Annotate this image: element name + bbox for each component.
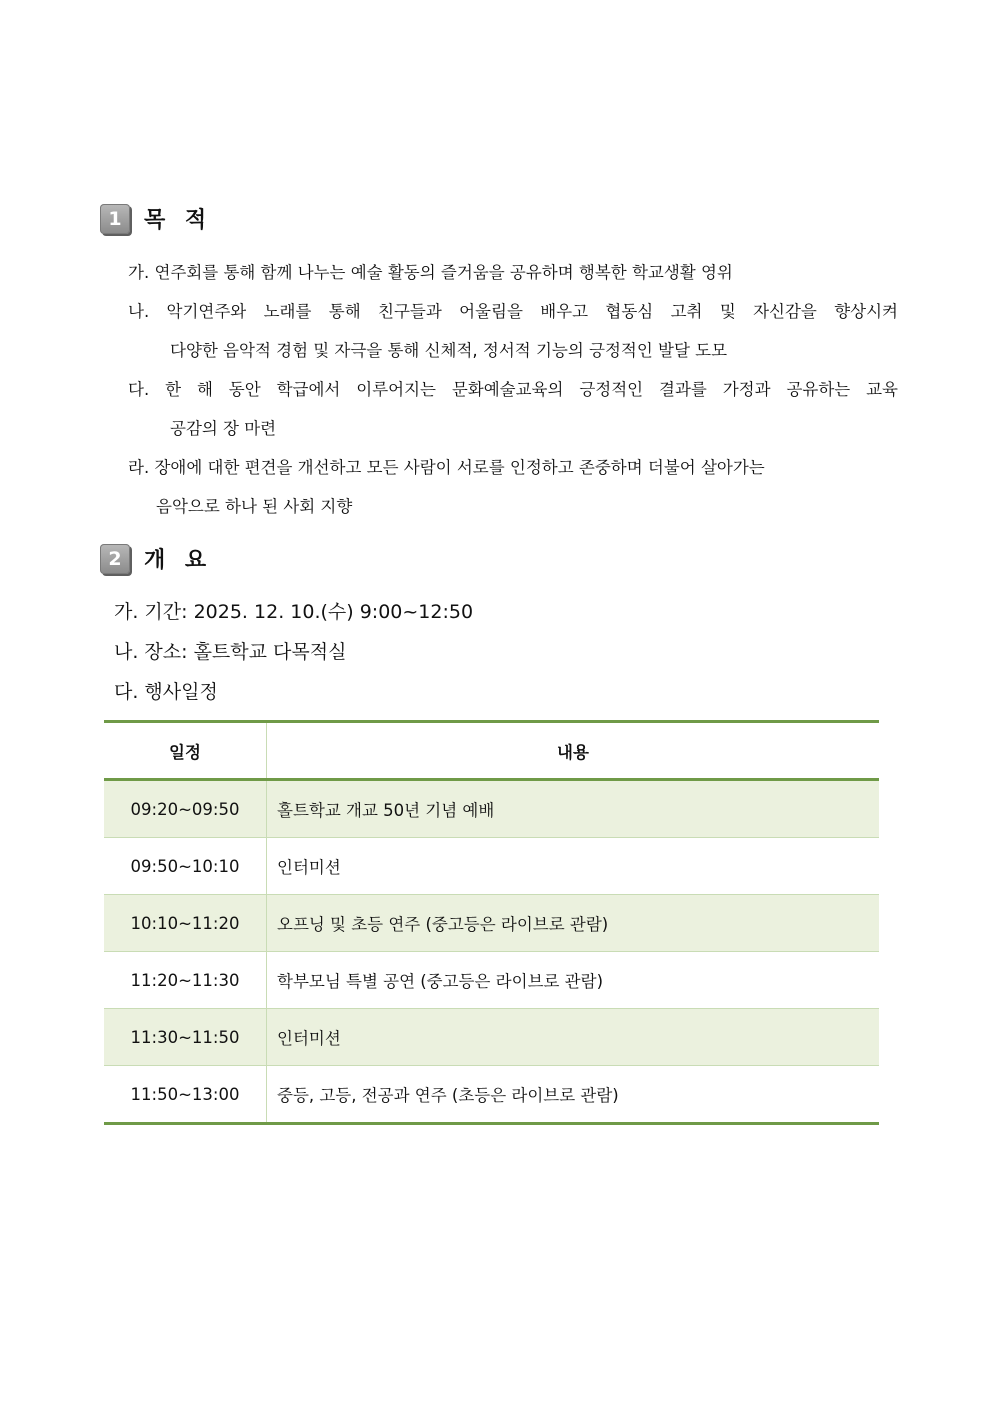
- section-title: 목 적: [144, 208, 213, 233]
- table-row: [104, 952, 879, 1009]
- list-item: [128, 448, 898, 526]
- section-heading-purpose: [100, 203, 212, 234]
- list-item-text: 장애에 대한 편견을 개선하고 모든 사람이 서로를 인정하고 존중하며 더불어 살아가는: [154, 458, 765, 477]
- section-title: 개 요: [144, 548, 213, 573]
- list-item-line: [128, 253, 898, 292]
- list-item-line: [128, 292, 898, 331]
- overview-schedule-label: 다. 행사일정: [114, 681, 218, 703]
- schedule-time: 09:50~10:10: [104, 838, 267, 895]
- schedule-content: 학부모님 특별 공연 (중고등은 라이브로 관람): [267, 952, 880, 1009]
- schedule-content: 홀트학교 개교 50년 기념 예배: [267, 780, 880, 838]
- schedule-content: 중등, 고등, 전공과 연주 (초등은 라이브로 관람): [267, 1066, 880, 1124]
- column-header-content: 내용: [267, 722, 880, 780]
- overview-list: [114, 592, 473, 712]
- table-row: [104, 1066, 879, 1124]
- list-item-text: 연주회를 통해 함께 나누는 예술 활동의 즐거움을 공유하며 행복한 학교생활 영위: [154, 263, 733, 282]
- list-item-text: 악기연주와 노래를 통해 친구들과 어울림을 배우고 협동심 고취 및 자신감을 향상시켜: [166, 302, 898, 321]
- column-header-time: 일정: [104, 722, 267, 780]
- table-row: [104, 1009, 879, 1066]
- section-number-badge: 2: [100, 544, 130, 574]
- list-item-line: [128, 370, 898, 409]
- list-item: [128, 253, 898, 292]
- list-marker: 나.: [128, 302, 150, 321]
- overview-location: 나. 장소: 홀트학교 다목적실: [114, 641, 347, 663]
- list-item-text: 한 해 동안 학급에서 이루어지는 문화예술교육의 긍정적인 결과를 가정과 공유하는 교육: [165, 380, 898, 399]
- list-item-continuation: 공감의 장 마련: [170, 419, 277, 438]
- list-marker: 가.: [128, 263, 150, 282]
- schedule-time: 09:20~09:50: [104, 780, 267, 838]
- schedule-content: 인터미션: [267, 1009, 880, 1066]
- table-row: [104, 895, 879, 952]
- list-item-continuation: 음악으로 하나 된 사회 지향: [156, 497, 353, 516]
- table-row: [104, 838, 879, 895]
- schedule-time: 10:10~11:20: [104, 895, 267, 952]
- table-row: [104, 780, 879, 838]
- schedule-table: [104, 720, 879, 1125]
- section-number-badge: 1: [100, 204, 130, 234]
- schedule-time: 11:30~11:50: [104, 1009, 267, 1066]
- schedule-time: 11:20~11:30: [104, 952, 267, 1009]
- list-item-line: [128, 448, 898, 487]
- schedule-content: 인터미션: [267, 838, 880, 895]
- list-item: [128, 370, 898, 448]
- list-marker: 다.: [128, 380, 150, 399]
- schedule-content: 오프닝 및 초등 연주 (중고등은 라이브로 관람): [267, 895, 880, 952]
- table-header-row: [104, 722, 879, 780]
- list-item: [128, 292, 898, 370]
- list-marker: 라.: [128, 458, 150, 477]
- schedule-time: 11:50~13:00: [104, 1066, 267, 1124]
- list-item-continuation: 다양한 음악적 경험 및 자극을 통해 신체적, 정서적 기능의 긍정적인 발달 도모: [170, 341, 728, 360]
- overview-period: 가. 기간: 2025. 12. 10.(수) 9:00~12:50: [114, 601, 474, 623]
- purpose-list: [128, 253, 898, 526]
- section-heading-overview: [100, 543, 212, 574]
